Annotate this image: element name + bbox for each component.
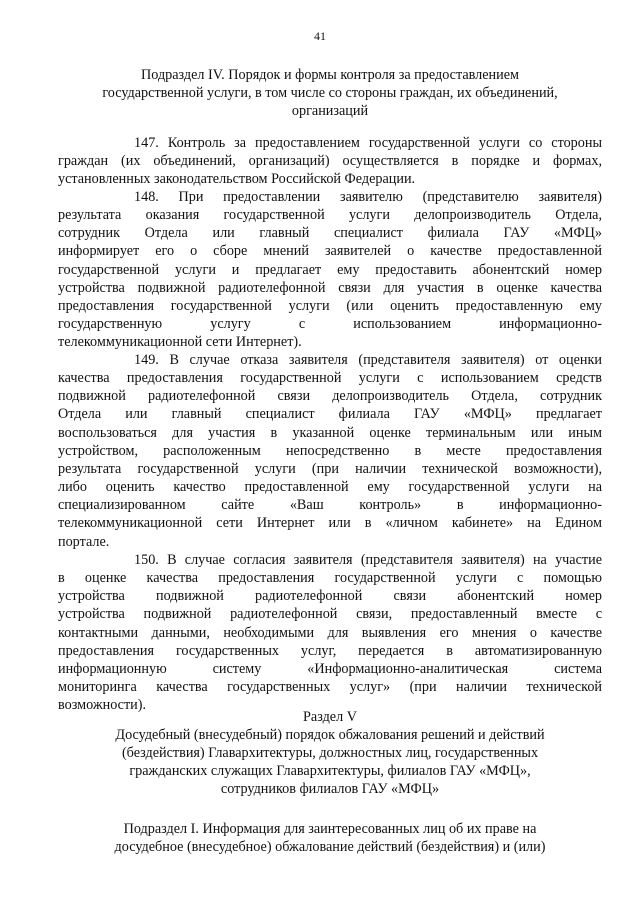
paragraph-line: телекоммуникационной сети Интернет). bbox=[58, 334, 302, 351]
heading-line: Подраздел IV. Порядок и формы контроля за предоставлением bbox=[141, 67, 519, 83]
paragraph-line: государственной услуги и предлагает ему предоставить абонентский номер bbox=[58, 261, 602, 278]
paragraph-line: портале. bbox=[58, 533, 110, 550]
paragraph-line: 150. В случае согласия заявителя (представителя заявителя) на участие bbox=[134, 552, 602, 568]
paragraph-line: контактными данными, необходимыми для выявления его мнения о качестве bbox=[58, 624, 602, 641]
heading-line: гражданских служащих Главархитектуры, филиалов ГАУ «МФЦ», bbox=[129, 763, 531, 779]
section-5-heading bbox=[60, 708, 600, 798]
paragraph-line: качества предоставления государственной услуги с использованием средств bbox=[58, 370, 602, 387]
paragraph-line: 147. Контроль за предоставлением государственной услуги со стороны bbox=[134, 135, 602, 151]
paragraph-line: сотрудник Отдела или главный специалист филиала ГАУ «МФЦ» bbox=[58, 225, 602, 242]
paragraph-line: предоставления государственной услуги (или оценить предоставленную ему bbox=[58, 297, 602, 314]
paragraph-line: 149. В случае отказа заявителя (представителя заявителя) от оценки bbox=[134, 352, 602, 368]
paragraph-line: устройством, расположенным непосредственно в месте предоставления bbox=[58, 442, 602, 459]
paragraph-line: подвижной радиотелефонной связи делопроизводитель Отдела, сотрудник bbox=[58, 388, 602, 405]
paragraph-line: воспользоваться для участия в указанной оценке терминальным или иным bbox=[58, 424, 602, 441]
heading-line: Досудебный (внесудебный) порядок обжалования решений и действий bbox=[115, 727, 545, 743]
paragraph-148 bbox=[58, 188, 602, 351]
paragraph-line: мониторинга качества государственных услуг» (при наличии технической bbox=[58, 679, 602, 696]
heading-line: (бездействия) Главархитектуры, должностных лиц, государственных bbox=[121, 745, 539, 761]
paragraph-line: граждан (их объединений, организаций) осуществляется в порядке и формах, bbox=[58, 153, 602, 170]
subsection-1-heading bbox=[60, 820, 600, 856]
paragraph-line: информационную систему «Информационно-аналитическая система bbox=[58, 660, 602, 677]
paragraph-line: устройства подвижной радиотелефонной связи абонентский номер bbox=[58, 588, 602, 605]
paragraph-line: телекоммуникационной сети Интернет или в «личном кабинете» на Едином bbox=[58, 515, 602, 532]
paragraph-line: 148. При предоставлении заявителю (представителю заявителя) bbox=[134, 189, 602, 205]
heading-line: организаций bbox=[291, 103, 369, 119]
paragraph-line: информирует его о сборе мнений заявителей о качестве предоставленной bbox=[58, 243, 602, 260]
paragraph-line: установленных законодательством Российской Федерации. bbox=[58, 171, 416, 188]
heading-line: сотрудников филиалов ГАУ «МФЦ» bbox=[220, 781, 440, 797]
paragraph-line: Отдела или главный специалист филиала ГАУ «МФЦ» предлагает bbox=[58, 406, 602, 423]
heading-line: Подраздел I. Информация для заинтересованных лиц об их праве на bbox=[123, 821, 537, 837]
paragraph-line: государственную услугу с использованием информационно- bbox=[58, 316, 602, 333]
paragraph-150 bbox=[58, 551, 602, 714]
paragraph-line: в оценке качества предоставления государственной услуги с помощью bbox=[58, 570, 602, 587]
page-number: 41 bbox=[314, 29, 326, 43]
heading-line: Раздел V bbox=[303, 709, 357, 725]
paragraph-147 bbox=[58, 134, 602, 188]
paragraph-line: результата государственной услуги (при наличии технической возможности), bbox=[58, 460, 602, 477]
paragraph-line: результата оказания государственной услуги делопроизводитель Отдела, bbox=[58, 207, 602, 224]
paragraph-149 bbox=[58, 351, 602, 551]
paragraph-line: устройства подвижной радиотелефонной связи, предоставленный вместе с bbox=[58, 606, 602, 623]
paragraph-line: возможности). bbox=[58, 697, 147, 714]
heading-line: государственной услуги, в том числе со стороны граждан, их объединений, bbox=[102, 85, 558, 101]
paragraph-line: предоставления государственных услуг, передается в автоматизированную bbox=[58, 642, 602, 659]
paragraph-line: устройства подвижной радиотелефонной связи для участия в оценке качества bbox=[58, 279, 602, 296]
heading-line: досудебное (внесудебное) обжалование действий (бездействия) и (или) bbox=[114, 839, 546, 855]
paragraph-line: либо оценить качество предоставленной ему государственной услуги на bbox=[58, 479, 602, 496]
subsection-4-heading bbox=[60, 66, 600, 120]
paragraph-line: специализированном сайте «Ваш контроль» в информационно- bbox=[58, 497, 602, 514]
